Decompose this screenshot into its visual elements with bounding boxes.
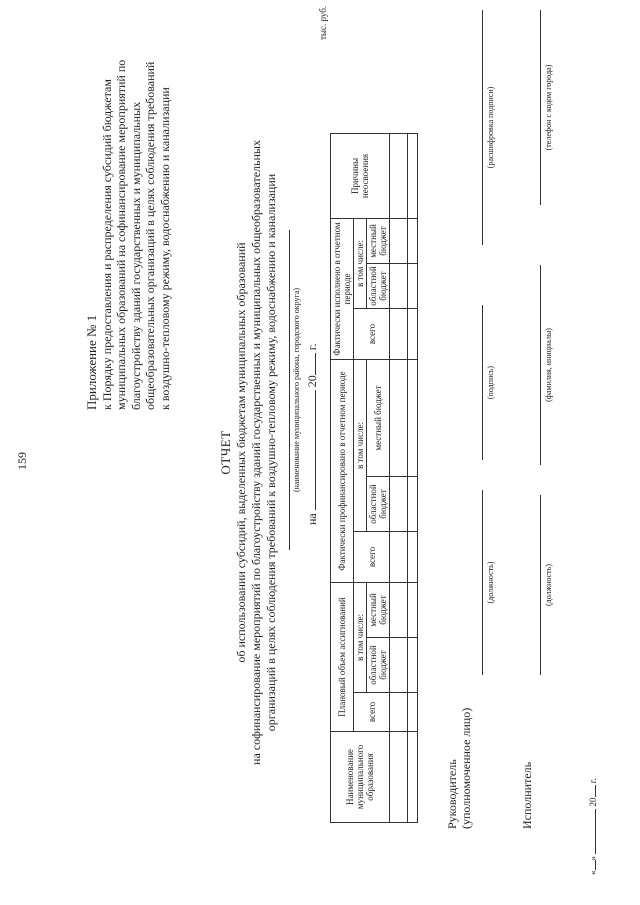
municipality-line[interactable] bbox=[289, 230, 290, 550]
table-cell[interactable] bbox=[408, 477, 418, 532]
date-year-suffix: г. bbox=[588, 778, 598, 784]
sign-date bbox=[588, 778, 598, 875]
appendix-line: к воздушно-тепловому режиму, водоснабжению и канализации bbox=[157, 87, 172, 410]
report-title: ОТЧЕТ bbox=[218, 430, 233, 475]
subtitle-line: об использовании субсидий, выделенных бюджетам муниципальных образований bbox=[234, 242, 248, 663]
report-subtitle bbox=[234, 0, 279, 905]
table-cell[interactable] bbox=[408, 134, 418, 219]
header-executed: Фактически исполнено в отчетном периоде bbox=[331, 219, 354, 360]
date-quote-close: » bbox=[588, 856, 598, 861]
header-including: в том числе: bbox=[354, 360, 367, 532]
page-number: 159 bbox=[15, 452, 29, 470]
table-cell[interactable] bbox=[408, 219, 418, 264]
table-cell[interactable] bbox=[390, 219, 408, 264]
year-prefix: 20 bbox=[305, 375, 319, 388]
executor-name-caption: (фамилия, инициалы) bbox=[544, 328, 553, 402]
head-position-caption: (должность) bbox=[486, 561, 495, 604]
table-cell[interactable] bbox=[390, 264, 408, 309]
header-local: местный бюджет bbox=[367, 583, 390, 638]
table-cell[interactable] bbox=[408, 264, 418, 309]
year-suffix: г. bbox=[305, 343, 319, 351]
appendix-line: благоустройству зданий государственных и муниципальных bbox=[128, 101, 143, 410]
table-cell[interactable] bbox=[390, 638, 408, 693]
appendix-line: общеобразовательных организаций в целях соблюдения требований bbox=[143, 61, 157, 410]
executor-phone-caption: (телефон с кодом города) bbox=[544, 64, 553, 151]
date-year-blank[interactable] bbox=[595, 786, 596, 798]
header-regional: областной бюджет bbox=[367, 638, 390, 693]
date-blank[interactable] bbox=[305, 390, 316, 510]
table-cell[interactable] bbox=[408, 638, 418, 693]
date-day-blank[interactable] bbox=[595, 861, 596, 871]
appendix-line: муниципальных образований на софинансирование мероприятий по bbox=[114, 59, 128, 410]
header-regional: областной бюджет bbox=[367, 264, 390, 309]
appendix-line: к Порядку предоставления и распределения субсидий бюджетам bbox=[99, 79, 114, 410]
table-cell[interactable] bbox=[408, 693, 418, 732]
header-total: всего bbox=[354, 693, 390, 732]
subtitle-line: на софинансирование мероприятий по благоустройству зданий государственных и муниципальных общеобразовательных bbox=[249, 140, 263, 765]
executor-phone-line[interactable] bbox=[540, 10, 541, 205]
date-year: 20 bbox=[588, 797, 598, 807]
units-label: тыс. руб. bbox=[318, 5, 328, 40]
table-cell[interactable] bbox=[390, 134, 408, 219]
head-decode-line[interactable] bbox=[482, 10, 483, 245]
header-including: в том числе: bbox=[354, 219, 367, 309]
table-cell[interactable] bbox=[408, 532, 418, 583]
header-total: всего bbox=[354, 532, 390, 583]
table-cell[interactable] bbox=[390, 583, 408, 638]
report-date-row bbox=[305, 344, 320, 525]
table-cell[interactable] bbox=[390, 477, 408, 532]
table-cell[interactable] bbox=[390, 693, 408, 732]
executor-label: Исполнитель bbox=[520, 761, 534, 829]
date-quote-open: « bbox=[588, 870, 598, 875]
header-regional: областной бюджет bbox=[367, 477, 390, 532]
date-month-blank[interactable] bbox=[595, 809, 596, 854]
subtitle-line: организаций в целях соблюдения требований к воздушно-тепловому режиму, водоснабжению и канализации bbox=[264, 173, 278, 732]
report-table bbox=[330, 133, 418, 823]
table-cell[interactable] bbox=[408, 309, 418, 360]
year-blank[interactable] bbox=[305, 353, 316, 375]
header-municipality: Наименование муниципального образования bbox=[331, 732, 390, 823]
head-position-line[interactable] bbox=[482, 490, 483, 675]
table-cell[interactable] bbox=[390, 309, 408, 360]
header-local: местный бюджет bbox=[367, 360, 390, 477]
executor-name-line[interactable] bbox=[540, 265, 541, 465]
executor-position-line[interactable] bbox=[540, 495, 541, 675]
appendix-block bbox=[85, 10, 172, 410]
table-cell[interactable] bbox=[408, 583, 418, 638]
table-cell[interactable] bbox=[390, 360, 408, 477]
header-financed: Фактически профинансировано в отчетном периоде bbox=[331, 360, 354, 583]
head-decode-caption: (расшифровка подписи) bbox=[486, 86, 495, 169]
table-cell[interactable] bbox=[390, 532, 408, 583]
header-including: в том числе: bbox=[354, 583, 367, 693]
header-planned: Плановый объем ассигнований bbox=[331, 583, 354, 732]
header-reasons: Причины неосвоения bbox=[331, 134, 390, 219]
table-cell[interactable] bbox=[408, 360, 418, 477]
table-cell[interactable] bbox=[408, 732, 418, 823]
appendix-title: Приложение № 1 bbox=[84, 314, 99, 410]
executor-position-caption: (должность) bbox=[544, 564, 553, 606]
on-label: на bbox=[305, 513, 319, 525]
header-total: всего bbox=[354, 309, 390, 360]
table-cell[interactable] bbox=[390, 732, 408, 823]
head-signature-caption: (подпись) bbox=[486, 365, 495, 400]
header-local: местный бюджет bbox=[367, 219, 390, 264]
head-label: Руководитель (уполномоченное лицо) bbox=[445, 707, 473, 829]
municipality-caption: (наименование муниципального района, городского округа) bbox=[292, 287, 301, 493]
head-signature-line[interactable] bbox=[482, 305, 483, 460]
